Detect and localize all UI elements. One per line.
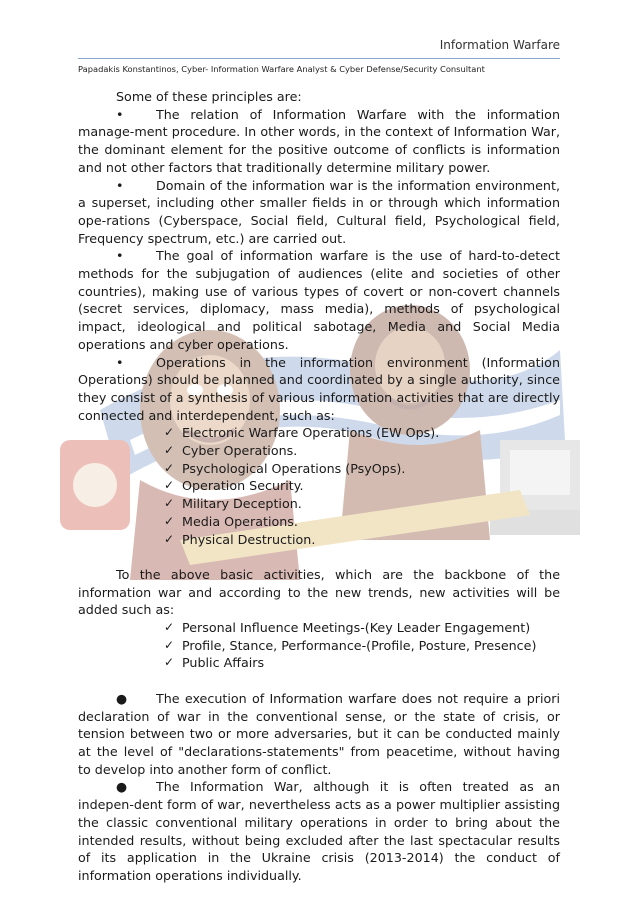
- new-activity-text: Profile, Stance, Performance-(Profile, Posture, Presence): [182, 637, 537, 653]
- activity-text: Operation Security.: [182, 478, 304, 494]
- checkmark-icon: ✓: [164, 513, 175, 528]
- checkmark-icon: ✓: [164, 443, 175, 458]
- checkmark-icon: ✓: [164, 531, 175, 546]
- dot-icon: ●: [116, 690, 128, 706]
- header-title: Information Warfare: [439, 38, 560, 52]
- activity-item: [78, 495, 560, 513]
- activity-text: Psychological Operations (PsyOps).: [182, 460, 406, 476]
- bullet-icon: •: [116, 354, 124, 370]
- activity-text: Electronic Warfare Operations (EW Ops).: [182, 425, 440, 441]
- activity-item: [78, 477, 560, 495]
- bullet-icon: •: [116, 177, 124, 193]
- spacer: [78, 672, 560, 690]
- principle-item: [78, 177, 560, 248]
- principle-text: The relation of Information Warfare with the information manage-ment procedure. In other words, in the context of Information War, the dominant element for the positive outcome of conflicts is information and not other factors that traditionally determine military power.: [78, 106, 560, 175]
- new-activity-item: [78, 654, 560, 672]
- page-body: [78, 88, 560, 885]
- activity-text: Physical Destruction.: [182, 531, 316, 547]
- checkmark-icon: ✓: [164, 620, 175, 635]
- checkmark-icon: ✓: [164, 478, 175, 493]
- closing-item: [78, 690, 560, 779]
- activity-text: Cyber Operations.: [182, 443, 298, 459]
- principle-text: The goal of information warfare is the use of hard-to-detect methods for the subjugation of audiences (elite and societies of other countries), making use of various types of covert or non-covert channels (secret services, diplomacy, mass media), methods of psychological impact, ideological and political sabotage, Media and Social Media operations and cyber operations.: [78, 248, 560, 352]
- new-activities-intro: To the above basic activities, which are the backbone of the information war and according to the new trends, new activities will be added such as:: [78, 566, 560, 618]
- checkmark-icon: ✓: [164, 425, 175, 440]
- closing-text: The Information War, although it is often treated as an indepen-dent form of war, nevertheless acts as a power multiplier assisting the classic conventional military operations in order to bring about the intended results, without being excluded after the last spectacular results of its application in the Ukraine crisis (2013-2014) the conduct of information operations individually.: [78, 779, 560, 883]
- principle-text: Operations in the information environment (Information Operations) should be planned and coordinated by a single authority, since they consist of a synthesis of various information activities that are directly connected and interdependent, such as:: [78, 354, 560, 423]
- principle-item: [78, 354, 560, 425]
- principle-item: [78, 106, 560, 177]
- new-activity-text: Personal Influence Meetings-(Key Leader Engagement): [182, 620, 531, 636]
- checkmark-icon: ✓: [164, 460, 175, 475]
- new-activity-item: [78, 637, 560, 655]
- activity-item: [78, 531, 560, 549]
- checkmark-icon: ✓: [164, 637, 175, 652]
- activity-text: Military Deception.: [182, 496, 302, 512]
- principles-intro: Some of these principles are:: [116, 89, 302, 104]
- header-author: Papadakis Konstantinos, Cyber- Information Warfare Analyst & Cyber Defense/Security Consultant: [78, 64, 485, 74]
- activity-item: [78, 513, 560, 531]
- activity-item: [78, 442, 560, 460]
- activities-list: [78, 424, 560, 548]
- closing-item: [78, 778, 560, 884]
- new-activity-text: Public Affairs: [182, 655, 265, 671]
- activity-text: Media Operations.: [182, 513, 298, 529]
- closing-text: The execution of Information warfare does not require a priori declaration of war in the conventional sense, or the state of crisis, or tension between two or more adversaries, but it can be conducted mainly at the level of "declarations-statements" from peacetime, without having to develop into another form of conflict.: [78, 690, 560, 777]
- bullet-icon: •: [116, 248, 124, 264]
- checkmark-icon: ✓: [164, 655, 175, 670]
- checkmark-icon: ✓: [164, 496, 175, 511]
- activity-item: [78, 460, 560, 478]
- activity-item: [78, 424, 560, 442]
- bullet-icon: •: [116, 106, 124, 122]
- principle-text: Domain of the information war is the information environment, a superset, including other smaller fields in or through which information ope-rations (Cyberspace, Social field, Cultural field, Psychological field, Frequency spectrum, etc.) are carried out.: [78, 177, 560, 246]
- dot-icon: ●: [116, 779, 128, 795]
- new-activity-item: [78, 619, 560, 637]
- principle-item: [78, 247, 560, 353]
- header-rule: [78, 58, 560, 59]
- new-activities-list: [78, 619, 560, 672]
- spacer: [78, 548, 560, 566]
